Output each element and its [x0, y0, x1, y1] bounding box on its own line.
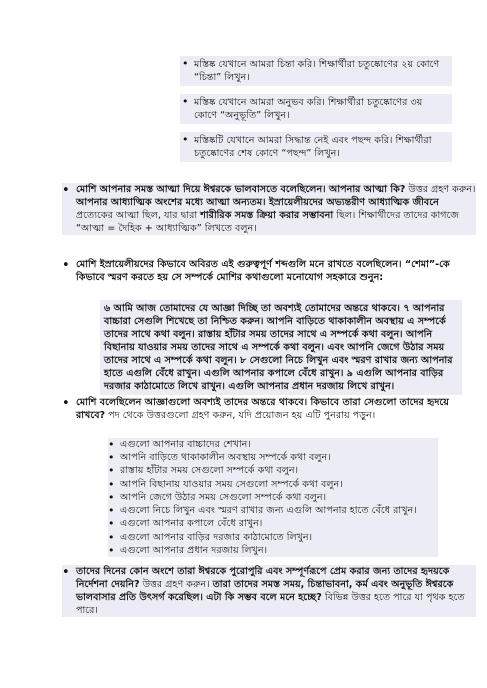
list-item: • রাস্তায় হাঁটার সময় সেগুলো সম্পর্কে কথা বলুন। — [108, 464, 438, 477]
bullet-icon: • — [62, 258, 70, 273]
list-item: • এগুলো নিচে লিখুন এবং স্মরণ রাখার জন্য এগুলি আপনার হাতে বেঁধে রাখুন। — [108, 504, 438, 517]
top-bullet-list — [180, 56, 452, 170]
paragraph-text: তাদের দিনের কোন অংশে তারা ঈশ্বরকে পুরোপুরি এবং সম্পূর্ণরূপে প্রেম করার জন্য তাদের হৃদয়কে নির্দেশনা দেয়নি? — [76, 566, 450, 591]
paragraph-heart — [62, 396, 476, 422]
paragraph-shema — [62, 258, 476, 284]
paragraph-text: উত্তর গ্রহণ করুন। — [139, 579, 213, 591]
paragraph-text: তারা তাদের সমস্ত সময়, চিন্তাভাবনা, কর্ম এবং অনুভূতি ঈশ্বরকে ভালবাসার প্রতি উৎসর্গ করেছিল। এটা কি সম্ভব বলে মনে হচ্ছে? — [76, 579, 454, 604]
paragraph-soul — [62, 183, 476, 235]
answers-list — [108, 438, 438, 557]
list-item: • এগুলো আপনার বাচ্চাদের শেখান। — [108, 438, 438, 451]
paragraph-text: পদ থেকে উত্তরগুলো গ্রহণ করুন, যদি প্রয়োজন হয় এটি পুনরায় পড়ুন। — [105, 410, 376, 422]
list-item: • এগুলো আপনার বাড়ির দরজার কাঠামোতে লিখুন। — [108, 531, 438, 544]
list-item: • আপনি বিছানায় যাওয়ার সময় সেগুলো সম্পর্কে কথা বলুন। — [108, 478, 438, 491]
list-item: • এগুলো আপনার কপালে বেঁধে রাখুন। — [108, 517, 438, 530]
paragraph-text: আপনার আধ্যাত্মিক অংশের মধ্যে আত্মা অন্যতম। ইস্রায়েলীয়দের অভ্যন্তরীণ আধ্যাত্মিক জীবনে — [76, 197, 439, 209]
bullet-icon: • — [62, 183, 70, 198]
bullet-icon: • — [62, 565, 70, 580]
paragraph-text: মোশি বলেছিলেন আজ্ঞাগুলো অবশ্যই তাদের অন্তরে থাকবে। কিভাবে তারা সেগুলো তাদের হৃদয়ে রাখবে? — [76, 397, 449, 422]
paragraph-text: প্রত্যেকের আত্মা ছিল, যার দ্বারা — [76, 210, 201, 222]
paragraph-text: শারীরিক সমস্ত ক্রিয়া করার সম্ভাবনা — [200, 210, 334, 222]
list-item: • মস্তিষ্ক যেখানে আমরা অনুভব করি। শিক্ষার্থীরা চতুষ্কোণের ৩য় কোণে “অনুভূতি” লিখুন। — [180, 94, 452, 124]
paragraph-text: বিভিন্ন উত্তর হতে পারে যা পৃথক হতে পারে। — [76, 592, 465, 617]
paragraph-text: ছিল। শিক্ষার্থীদের তাদের কাগজে “আত্মা = দৈহিক + আধ্যাত্মিক” লিখতে বলুন। — [76, 210, 459, 235]
scripture-quote: ৬ আমি আজ তোমাদের যে আজ্ঞা দিচ্ছি তা অবশ্যই তোমাদের অন্তরে থাকবে। ৭ আপনার বাচ্চারা সেগুলি শিখেছে তা নিশ্চিত করুন। আপনি বাড়িতে থাকাকালীন অবস্থায় এ সম্পর্কে তাদের সাথে কথা বলুন। রাস্তায় হাঁটার সময় তাদের সাথে এ সম্পর্কে কথা বলুন। আপনি বিছানায় যাওয়ার সময় তাদের সাথে এ সম্পর্কে কথা বলুন। এবং আপনি জেগে উঠার সময় তাদের সাথে এ সম্পর্কে কথা বলুন। ৮ সেগুলো নিচে লিখুন এবং স্মরণ রাখার জন্য আপনার হাতে এগুলি বেঁধে রাখুন। এগুলি আপনার কপালে বেঁধে রাখুন। ৯ এগুলি আপনার বাড়ির দরজার কাঠামোতে লিখে রাখুন। এগুলি আপনার প্রধান দরজায় লিখে রাখুন। — [100, 300, 462, 395]
list-item: • আপনি বাড়িতে থাকাকালীন অবস্থায় সম্পর্কে কথা বলুন। — [108, 451, 438, 464]
paragraph-text: মোশি ইস্রায়েলীয়দের কিভাবে অবিরত এই গুরুত্বপূর্ণ শব্দগুলি মনে রাখতে বলেছিলেন। “শেমা”-কে কিভাবে স্মরণ করতে হয় সে সম্পর্কে মোশির কথাগুলো মনোযোগ সহকারে শুনুন: — [76, 259, 450, 284]
list-item: • মস্তিষ্কটি যেখানে আমরা সিদ্ধান্ত নেই এবং পছন্দ করি। শিক্ষার্থীরা চতুষ্কোণের শেষ কোণে “পছন্দ” লিখুন। — [180, 132, 452, 162]
paragraph-text: মোশি আপনার সমস্ত আত্মা দিয়ে ঈশ্বরকে ভালবাসতে বলেছিলেন। আপনার আত্মা কি? — [76, 184, 406, 195]
list-item: • মস্তিষ্ক যেখানে আমরা চিন্তা করি। শিক্ষার্থীরা চতুষ্কোণের ২য় কোণে “চিন্তা” লিখুন। — [180, 56, 452, 86]
paragraph-text: উত্তর গ্রহণ করুন। — [405, 184, 476, 195]
paragraph-devotion — [62, 565, 476, 617]
bullet-icon: • — [62, 396, 70, 411]
list-item: • আপনি জেগে উঠার সময় সেগুলো সম্পর্কে কথা বলুন। — [108, 491, 438, 504]
list-item: • এগুলো আপনার প্রধান দরজায় লিখুন। — [108, 544, 438, 557]
